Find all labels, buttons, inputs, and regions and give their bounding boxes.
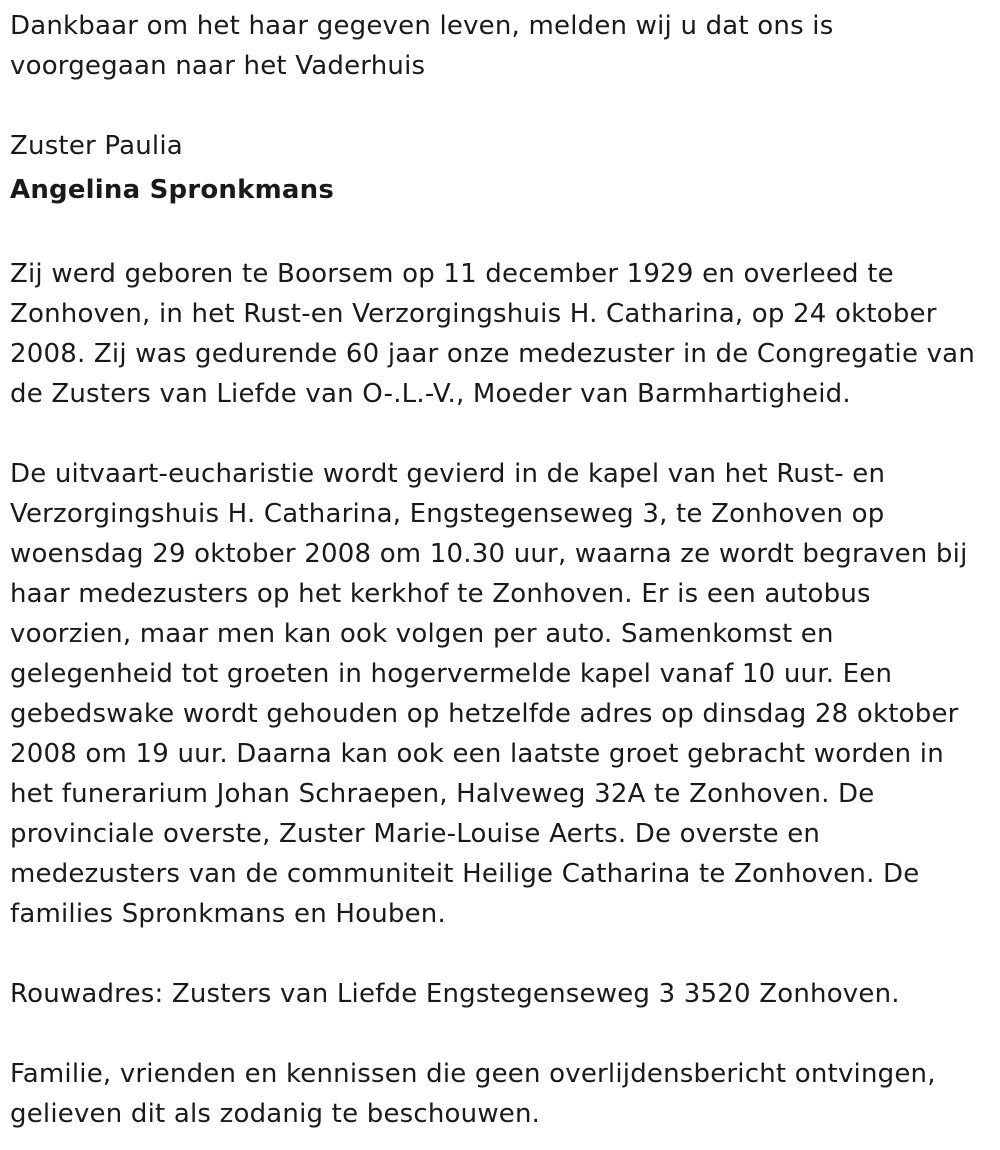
spacer	[10, 86, 990, 126]
spacer	[10, 1014, 990, 1054]
obituary-notice	[10, 6, 990, 1134]
spacer	[10, 214, 990, 254]
mourning-address: Rouwadres: Zusters van Liefde Engstegenseweg 3 3520 Zonhoven.	[10, 979, 900, 1009]
spacer	[10, 414, 990, 454]
religious-name: Zuster Paulia	[10, 131, 183, 161]
intro-paragraph: Dankbaar om het haar gegeven leven, melden wij u dat ons is voorgegaan naar het Vaderhuis	[10, 11, 834, 81]
birth-death-paragraph: Zij werd geboren te Boorsem op 11 december 1929 en overleed te Zonhoven, in het Rust-en Verzorgingshuis H. Catharina, op 24 oktober 2008. Zij was gedurende 60 jaar onze medezuster in de Congregatie van de Zusters van Liefde van O-.L.-V., Moeder van Barmhartigheid.	[10, 259, 975, 409]
deceased-full-name: Angelina Spronkmans	[10, 175, 335, 205]
closing-paragraph: Familie, vrienden en kennissen die geen overlijdensbericht ontvingen, gelieven dit als zodanig te beschouwen.	[10, 1059, 936, 1129]
spacer	[10, 934, 990, 974]
funeral-paragraph: De uitvaart-eucharistie wordt gevierd in de kapel van het Rust- en Verzorgingshuis H. Catharina, Engstegenseweg 3, te Zonhoven op woensdag 29 oktober 2008 om 10.30 uur, waarna ze wordt begraven bij haar medezusters op het kerkhof te Zonhoven. Er is een autobus voorzien, maar men kan ook volgen per auto. Samenkomst en gelegenheid tot groeten in hogervermelde kapel vanaf 10 uur. Een gebedswake wordt gehouden op hetzelfde adres op dinsdag 28 oktober 2008 om 19 uur. Daarna kan ook een laatste groet gebracht worden in het funerarium Johan Schraepen, Halveweg 32A te Zonhoven. De provinciale overste, Zuster Marie-Louise Aerts. De overste en medezusters van de communiteit Heilige Catharina te Zonhoven. De families Spronkmans en Houben.	[10, 459, 968, 929]
